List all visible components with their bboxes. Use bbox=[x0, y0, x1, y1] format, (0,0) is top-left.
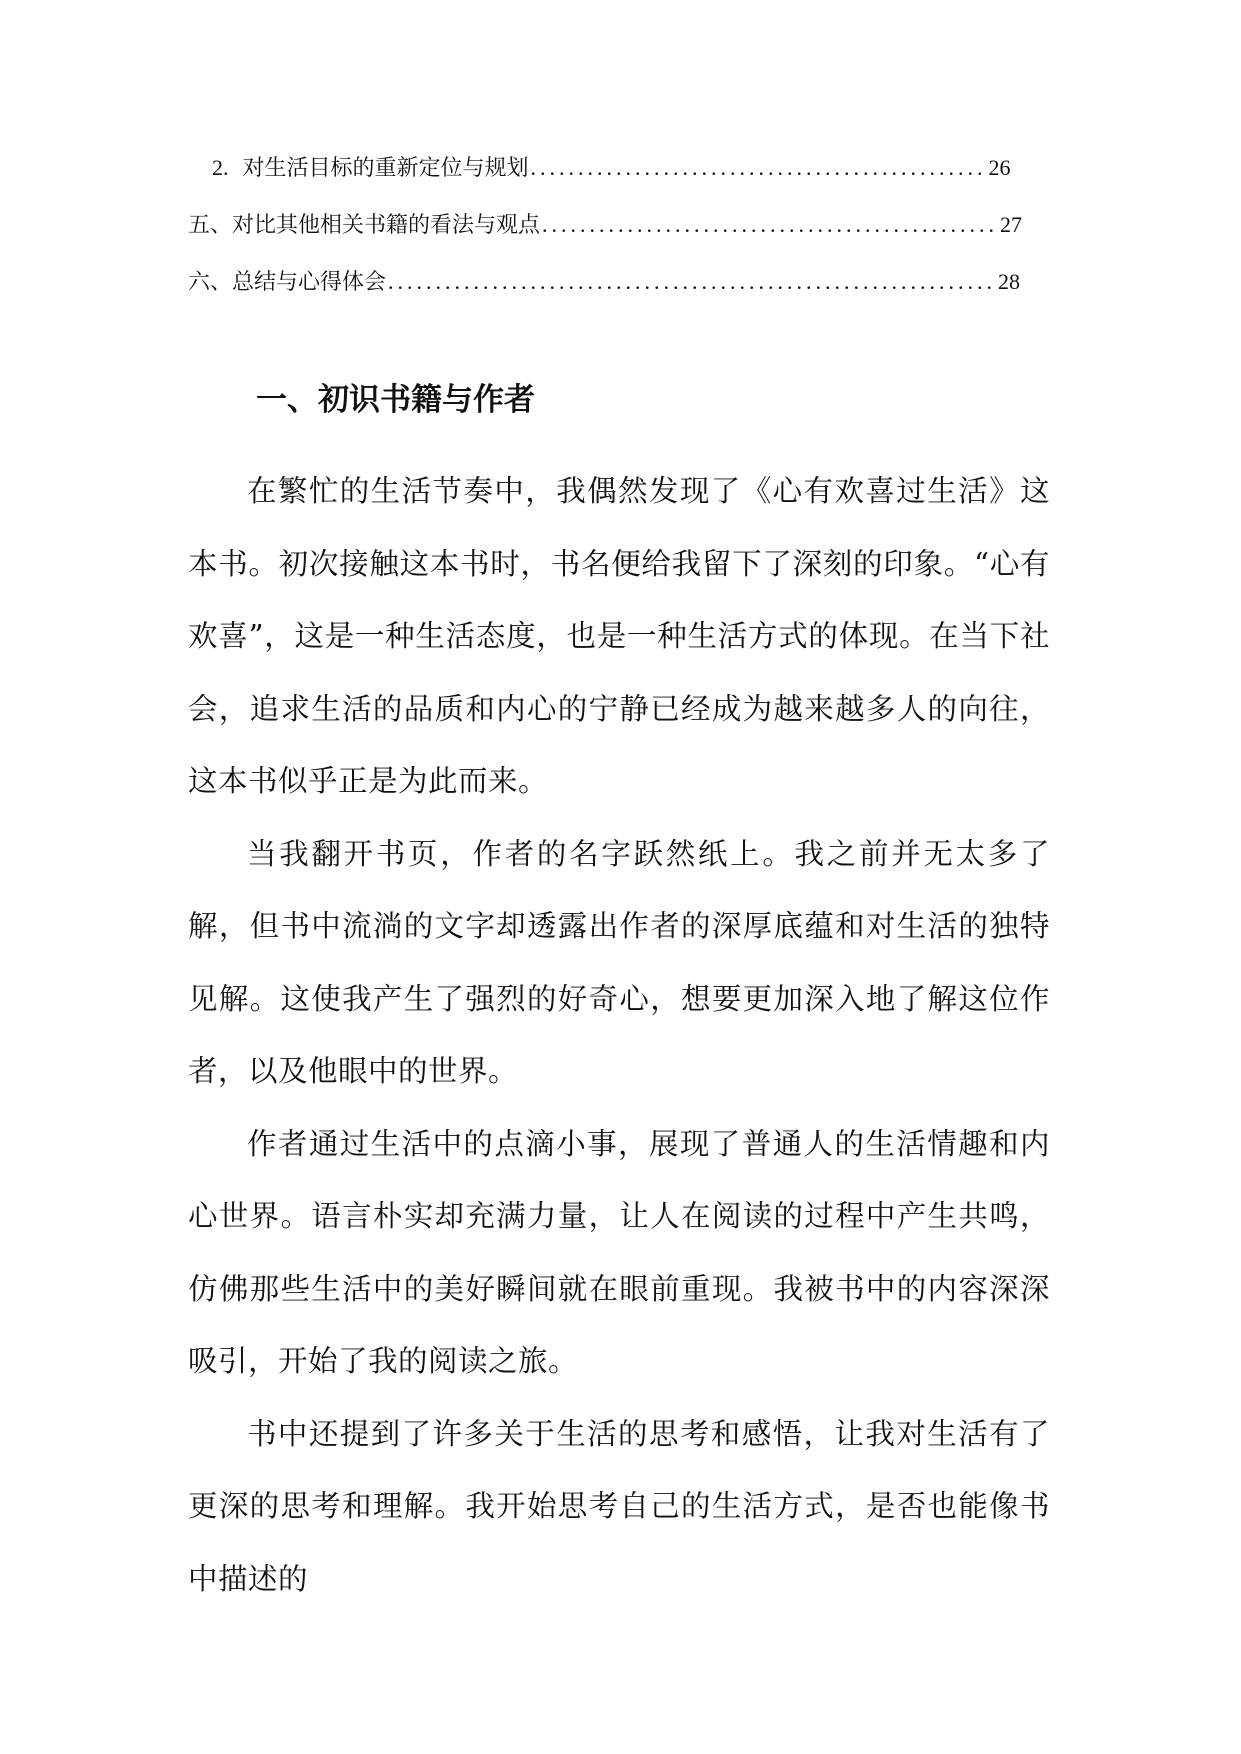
toc-entry-number: 2. bbox=[212, 155, 229, 180]
paragraph: 当我翻开书页，作者的名字跃然纸上。我之前并无太多了解，但书中流淌的文字却透露出作者的深厚底蕴和对生活的独特见解。这使我产生了强烈的好奇心，想要更加深入地了解这位作者，以及他眼中的世界。 bbox=[188, 836, 1050, 1088]
table-of-contents bbox=[0, 0, 1241, 320]
toc-dot-leader: ................................................ bbox=[542, 212, 999, 237]
body-text bbox=[188, 455, 1050, 1615]
paragraph: 在繁忙的生活节奏中，我偶然发现了《心有欢喜过生活》这本书。初次接触这本书时，书名便给我留下了深刻的印象。“心有欢喜”，这是一种生活态度，也是一种生活方式的体现。在当下社会，追求生活的品质和内心的宁静已经成为越来越多人的向往，这本书似乎正是为此而来。 bbox=[188, 474, 1050, 798]
toc-page-number: 27 bbox=[1000, 212, 1023, 237]
paragraph: 作者通过生活中的点滴小事，展现了普通人的生活情趣和内心世界。语言朴实却充满力量，让人在阅读的过程中产生共鸣，仿佛那些生活中的美好瞬间就在眼前重现。我被书中的内容深深吸引，开始了我的阅读之旅。 bbox=[188, 1126, 1050, 1378]
toc-entry-title: 五、对比其他相关书籍的看法与观点 bbox=[188, 213, 541, 238]
section-heading: 一、初识书籍与作者 bbox=[256, 382, 535, 418]
toc-dot-leader: ................................................ bbox=[530, 155, 987, 180]
toc-entry[interactable] bbox=[188, 265, 1021, 299]
toc-entry-title: 六、总结与心得体会 bbox=[188, 270, 387, 295]
toc-entry[interactable] bbox=[212, 151, 1011, 185]
toc-page-number: 28 bbox=[998, 269, 1021, 294]
toc-entry-title: 对生活目标的重新定位与规划 bbox=[242, 156, 529, 181]
paragraph: 书中还提到了许多关于生活的思考和感悟，让我对生活有了更深的思考和理解。我开始思考自己的生活方式，是否也能像书中描述的 bbox=[188, 1416, 1050, 1596]
toc-dot-leader: ................................................................ bbox=[388, 269, 997, 294]
toc-page-number: 26 bbox=[988, 155, 1011, 180]
toc-entry[interactable] bbox=[188, 208, 1023, 242]
